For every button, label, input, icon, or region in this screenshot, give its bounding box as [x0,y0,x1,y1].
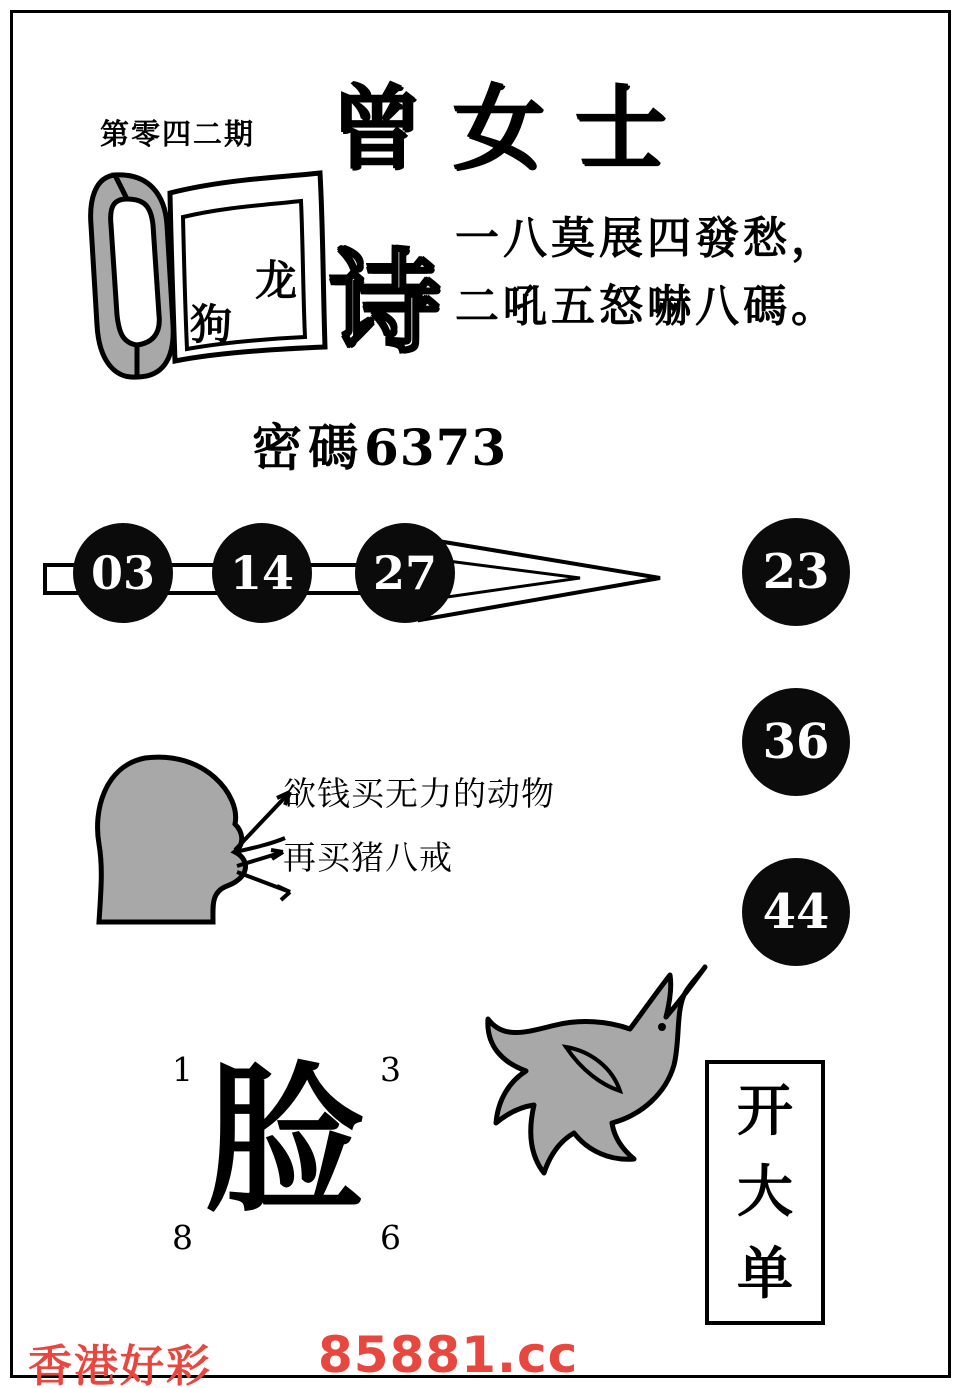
number-ball: 44 [742,858,850,966]
vertical-box-char: 单 [737,1241,793,1308]
site-url: 85881.cc [318,1326,579,1384]
vertical-text-box [705,1060,825,1325]
poem-block [455,205,839,341]
number-ball: 03 [73,523,173,623]
number-ball: 14 [212,523,312,623]
riddle-character: 脸 [205,1046,366,1234]
corner-number-top-left: 1 [172,1050,193,1089]
vertical-box-char: 开 [737,1077,793,1144]
secret-code [252,408,507,480]
number-ball: 23 [742,518,850,626]
speech-line-2: 再买猪八戒 [283,838,453,877]
screen-word-bottom: 狗 [190,300,233,349]
screen-word-top: 龙 [255,256,298,305]
poem-line-2: 二吼五怒嚇八碼。 [455,281,839,333]
corner-number-top-right: 3 [380,1050,401,1089]
site-name: 香港好彩 [28,1341,212,1388]
page-title: 曾女士 [330,74,697,182]
corner-number-bottom-right: 6 [380,1218,401,1257]
speech-line-1: 欲钱买无力的动物 [283,774,555,813]
shi-character: 诗 [330,238,440,367]
secret-code-label: 密碼 [252,418,364,477]
number-ball: 36 [742,688,850,796]
corner-number-bottom-left: 8 [172,1218,193,1257]
telephone-handset-icon [75,165,365,399]
vertical-box-char: 大 [737,1159,793,1226]
number-ball: 27 [355,523,455,623]
dove-icon [470,955,730,1219]
poem-line-1: 一八莫展四發愁， [455,213,839,264]
issue-label: 第零四二期 [100,117,256,151]
secret-code-value: 6373 [364,418,508,477]
